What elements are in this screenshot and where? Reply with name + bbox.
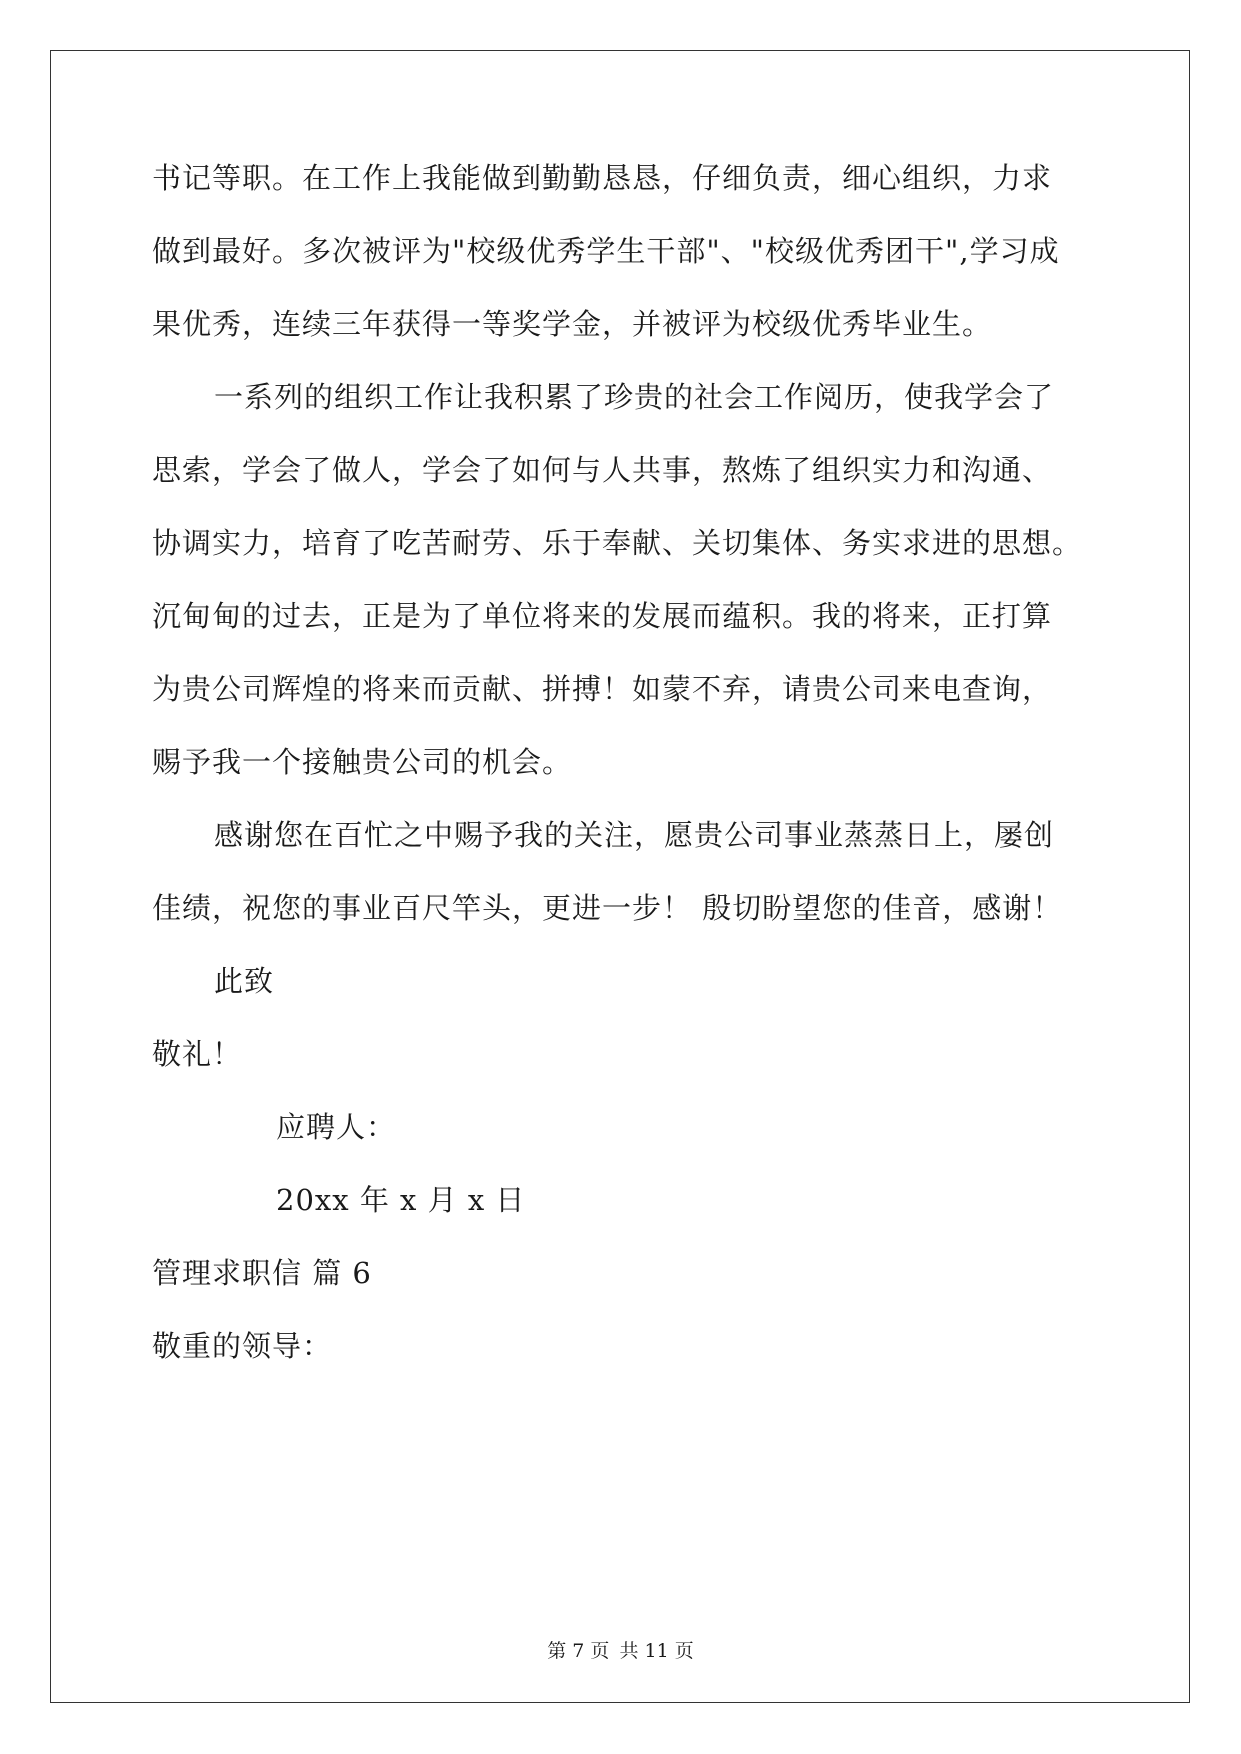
paragraph-line-10: 感谢您在百忙之中赐予我的关注，愿贵公司事业蒸蒸日上，屡创	[214, 818, 1055, 852]
section-heading: 管理求职信 篇 6	[152, 1256, 372, 1290]
paragraph-line-11: 佳绩，祝您的事业百尺竿头，更进一步！ 殷切盼望您的佳音，感谢！	[152, 891, 1063, 925]
paragraph-line-1: 书记等职。在工作上我能做到勤勤恳恳，仔细负责，细心组织，力求	[152, 161, 1053, 195]
paragraph-line-7: 沉甸甸的过去，正是为了单位将来的发展而蕴积。我的将来，正打算	[152, 599, 1053, 633]
closing-salutation: 此致	[214, 964, 275, 998]
closing-regards: 敬礼！	[152, 1037, 243, 1071]
paragraph-line-3: 果优秀，连续三年获得一等奖学金，并被评为校级优秀毕业生。	[152, 307, 993, 341]
paragraph-line-9: 赐予我一个接触贵公司的机会。	[152, 745, 573, 779]
page-footer	[0, 1636, 1241, 1663]
paragraph-line-8: 为贵公司辉煌的将来而贡献、拼搏！如蒙不弃，请贵公司来电查询，	[152, 672, 1053, 706]
applicant-label: 应聘人：	[276, 1110, 397, 1144]
paragraph-line-6: 协调实力，培育了吃苦耐劳、乐于奉献、关切集体、务实求进的思想。	[152, 526, 1083, 560]
page-number: 第 7 页	[547, 1640, 610, 1662]
greeting-line: 敬重的领导：	[152, 1329, 333, 1363]
paragraph-line-2: 做到最好。多次被评为"校级优秀学生干部"、"校级优秀团干",学习成	[152, 234, 1060, 268]
paragraph-line-5: 思索，学会了做人，学会了如何与人共事，熬炼了组织实力和沟通、	[152, 453, 1053, 487]
page-total: 共 11 页	[619, 1640, 694, 1662]
paragraph-line-4: 一系列的组织工作让我积累了珍贵的社会工作阅历，使我学会了	[214, 380, 1055, 414]
date-line: 20xx 年 x 月 x 日	[276, 1183, 526, 1217]
page-border	[50, 50, 1190, 1703]
